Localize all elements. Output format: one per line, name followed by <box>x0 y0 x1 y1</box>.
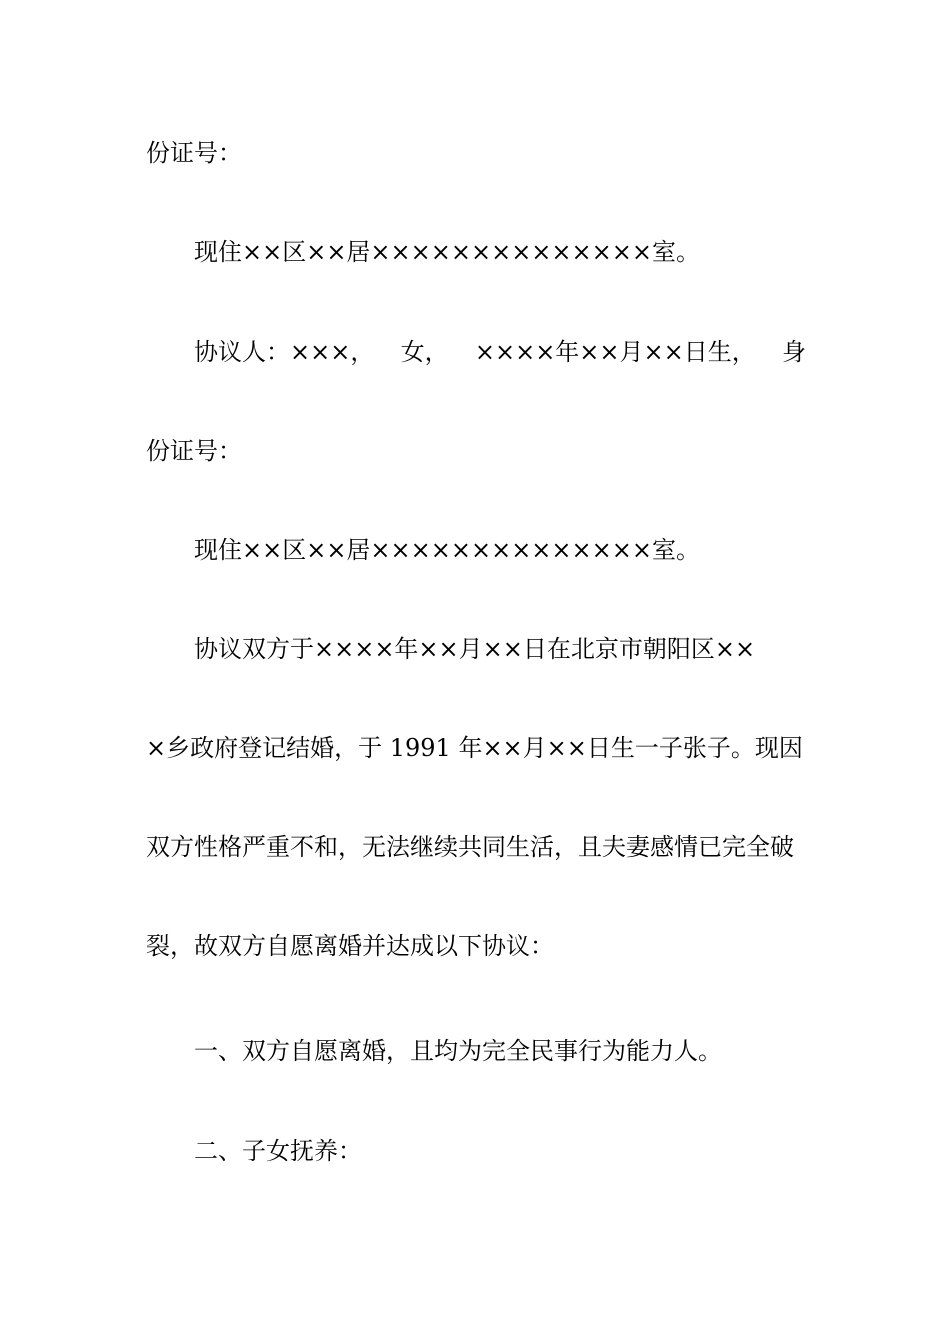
clause-one: 一、双方自愿离婚，且均为完全民事行为能力人。 <box>194 1037 722 1065</box>
id-number-label-1: 份证号： <box>146 139 242 167</box>
party-line-2 <box>194 337 806 367</box>
party-birthdate: ××××年××月××日生， <box>474 338 756 366</box>
party-gender: 女， <box>400 338 449 366</box>
marriage-paragraph-line-2: ×乡政府登记结婚，于 1991 年××月××日生一子张子。现因 <box>146 734 803 762</box>
marriage-paragraph-line-1: 协议双方于××××年××月××日在北京市朝阳区×× <box>194 635 756 663</box>
party-name: 协议人：×××， <box>194 338 375 366</box>
clause-two-heading: 二、子女抚养： <box>194 1137 362 1165</box>
address-line-1: 现住××区××居××××××××××××××室。 <box>194 238 700 266</box>
id-number-label-2: 份证号： <box>146 437 242 465</box>
address-line-2: 现住××区××居××××××××××××××室。 <box>194 536 700 564</box>
party-id-prefix: 身 <box>782 338 806 366</box>
marriage-paragraph-line-3: 双方性格严重不和，无法继续共同生活，且夫妻感情已完全破 <box>146 833 794 861</box>
marriage-paragraph-line-4: 裂，故双方自愿离婚并达成以下协议： <box>146 932 554 960</box>
